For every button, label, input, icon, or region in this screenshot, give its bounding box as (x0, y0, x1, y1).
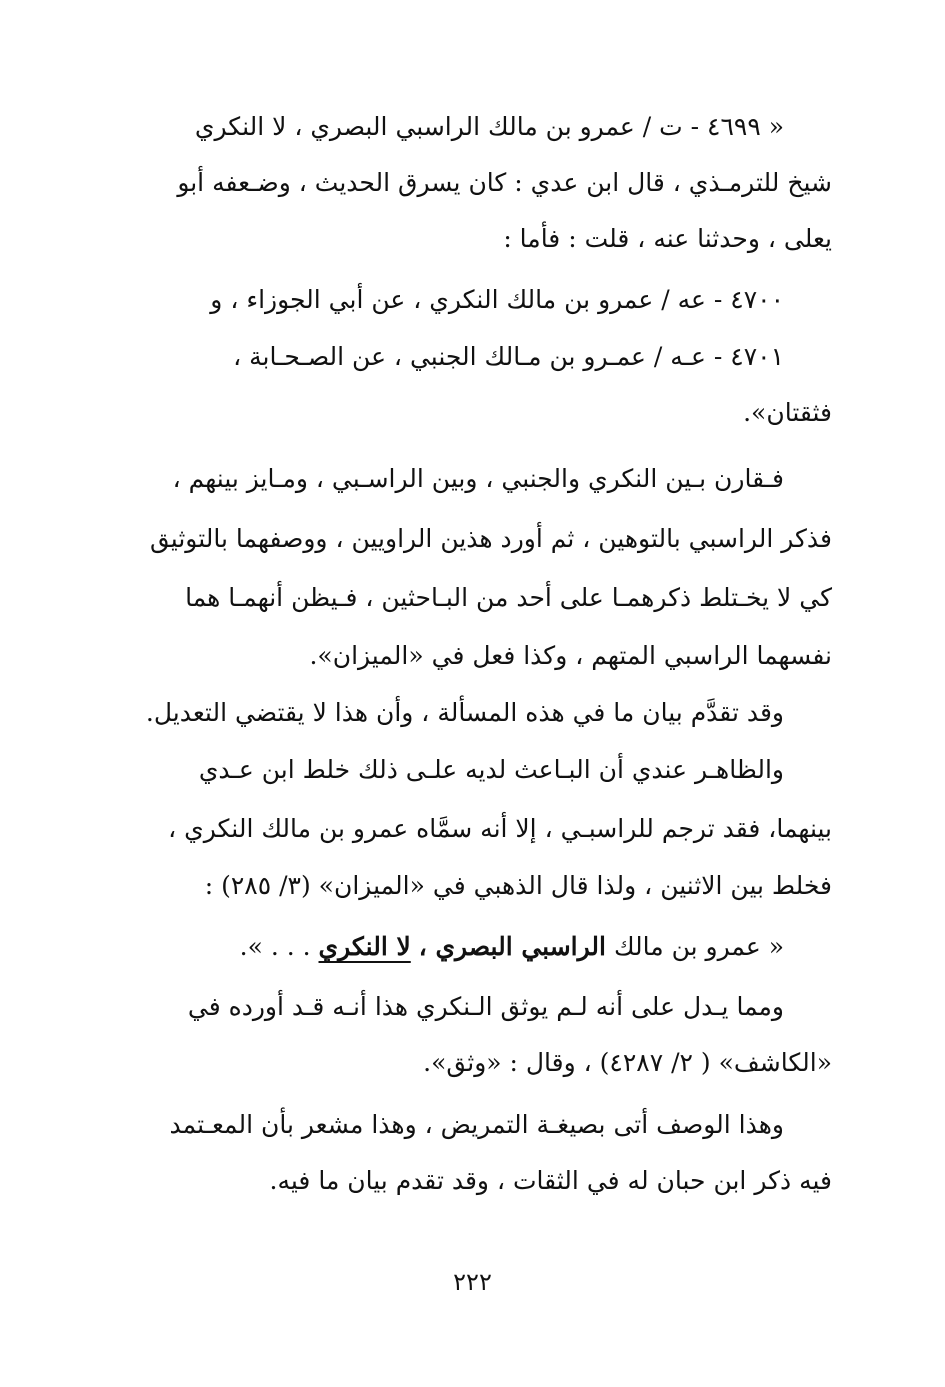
text-line: فـقارن بـين النكري والجنبي ، وبين الراسـبي ، ومـايز بينهم ، (172, 464, 784, 493)
text-line: وهذا الوصف أتى بصيغـة التمريض ، وهذا مشعر بأن المعـتمد (169, 1110, 784, 1139)
quote-ellipsis: . . . ». (239, 932, 311, 961)
text-line: «الكاشف» ( ٢/ ٤٢٨٧) ، وقال : «وثق». (423, 1048, 832, 1077)
quote-text: « عمرو بن مالك (613, 932, 784, 961)
text-line: فثقتان». (743, 398, 832, 427)
text-line: يعلى ، وحدثنا عنه ، قلت : فأما : (503, 224, 832, 253)
quote-bold-text: الراسبي البصري ، (418, 932, 606, 961)
text-line: فخلط بين الاثنين ، ولذا قال الذهبي في «الميزان» (٣/ ٢٨٥) : (204, 871, 832, 900)
text-line: نفسهما الراسبي المتهم ، وكذا فعل في «الميزان». (309, 641, 832, 670)
text-line: ٤٧٠٠ - عه / عمرو بن مالك النكري ، عن أبي الجوزاء ، و (210, 285, 784, 314)
text-line: ٤٧٠١ - عـه / عمـرو بن مـالك الجنبي ، عن الصـحـابة ، (233, 342, 784, 371)
text-line: وقد تقدَّم بيان ما في هذه المسألة ، وأن هذا لا يقتضي التعديل. (145, 698, 784, 727)
quote-underlined-text: لا النكري (318, 932, 411, 961)
text-line: بينهما، فقد ترجم للراسبـي ، إلا أنه سمَّاه عمرو بن مالك النكري ، (168, 814, 832, 843)
quote-line (240, 932, 784, 961)
page-number: ٢٢٢ (453, 1268, 492, 1296)
page-body (120, 0, 832, 1387)
text-line: والظاهـر عندي أن البـاعث لديه علـى ذلك خلط ابن عـدي (198, 755, 784, 784)
text-line: فذكر الراسبي بالتوهين ، ثم أورد هذين الراويين ، ووصفهما بالتوثيق (149, 524, 832, 553)
text-line: كي لا يخـتلط ذكرهمـا على أحد من البـاحثين ، فـيظن أنهمـا هما (185, 583, 832, 612)
text-line: شيخ للترمـذي ، قال ابن عدي : كان يسرق الحديث ، وضـعفه أبو (177, 168, 832, 197)
text-line: فيه ذكر ابن حبان له في الثقات ، وقد تقدم بيان ما فيه. (269, 1166, 832, 1195)
text-line: « ٤٦٩٩ - ت / عمرو بن مالك الراسبي البصري ، لا النكري (194, 112, 784, 141)
text-line: ومما يـدل على أنه لـم يوثق الـنكري هذا أنـه قـد أورده في (187, 992, 784, 1021)
